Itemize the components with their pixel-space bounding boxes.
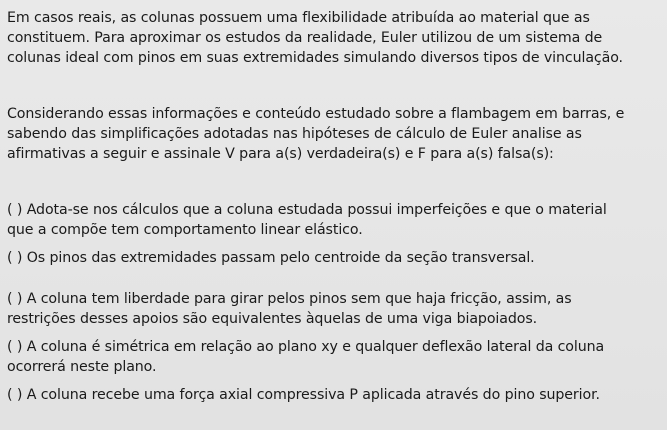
question-line: afirmativas a seguir e assinale V para a(s) verdadeira(s) e F para a(s) falsa(s): bbox=[7, 146, 554, 162]
intro-line: colunas ideal com pinos em suas extremidades simulando diversos tipos de vinculação. bbox=[7, 50, 623, 66]
statement-line: restrições desses apoios são equivalentes àquelas de uma viga biapoiados. bbox=[7, 311, 538, 327]
statement-line: ( ) Adota-se nos cálculos que a coluna estudada possui imperfeições e que o material bbox=[7, 202, 607, 218]
statement-1 bbox=[7, 200, 659, 240]
statement-line: ( ) A coluna é simétrica em relação ao plano xy e qualquer deflexão lateral da coluna bbox=[7, 339, 605, 355]
statement-line: ( ) Os pinos das extremidades passam pelo centroide da seção transversal. bbox=[7, 250, 535, 266]
statement-line: ( ) A coluna tem liberdade para girar pelos pinos sem que haja fricção, assim, as bbox=[7, 291, 572, 307]
statement-3 bbox=[7, 289, 659, 329]
statement-line: ocorrerá neste plano. bbox=[7, 359, 157, 375]
intro-line: Em casos reais, as colunas possuem uma flexibilidade atribuída ao material que as bbox=[7, 10, 590, 26]
statement-line: ( ) A coluna recebe uma força axial compressiva P aplicada através do pino superior. bbox=[7, 387, 600, 403]
statement-4 bbox=[7, 337, 659, 377]
question-paragraph bbox=[7, 104, 659, 164]
question-line: sabendo das simplificações adotadas nas hipóteses de cálculo de Euler analise as bbox=[7, 126, 582, 142]
intro-paragraph bbox=[7, 8, 659, 68]
statement-5 bbox=[7, 385, 659, 405]
statement-2 bbox=[7, 248, 659, 268]
question-line: Considerando essas informações e conteúdo estudado sobre a flambagem em barras, e bbox=[7, 106, 625, 122]
statement-line: que a compõe tem comportamento linear elástico. bbox=[7, 222, 363, 238]
intro-line: constituem. Para aproximar os estudos da realidade, Euler utilizou de um sistema de bbox=[7, 30, 603, 46]
